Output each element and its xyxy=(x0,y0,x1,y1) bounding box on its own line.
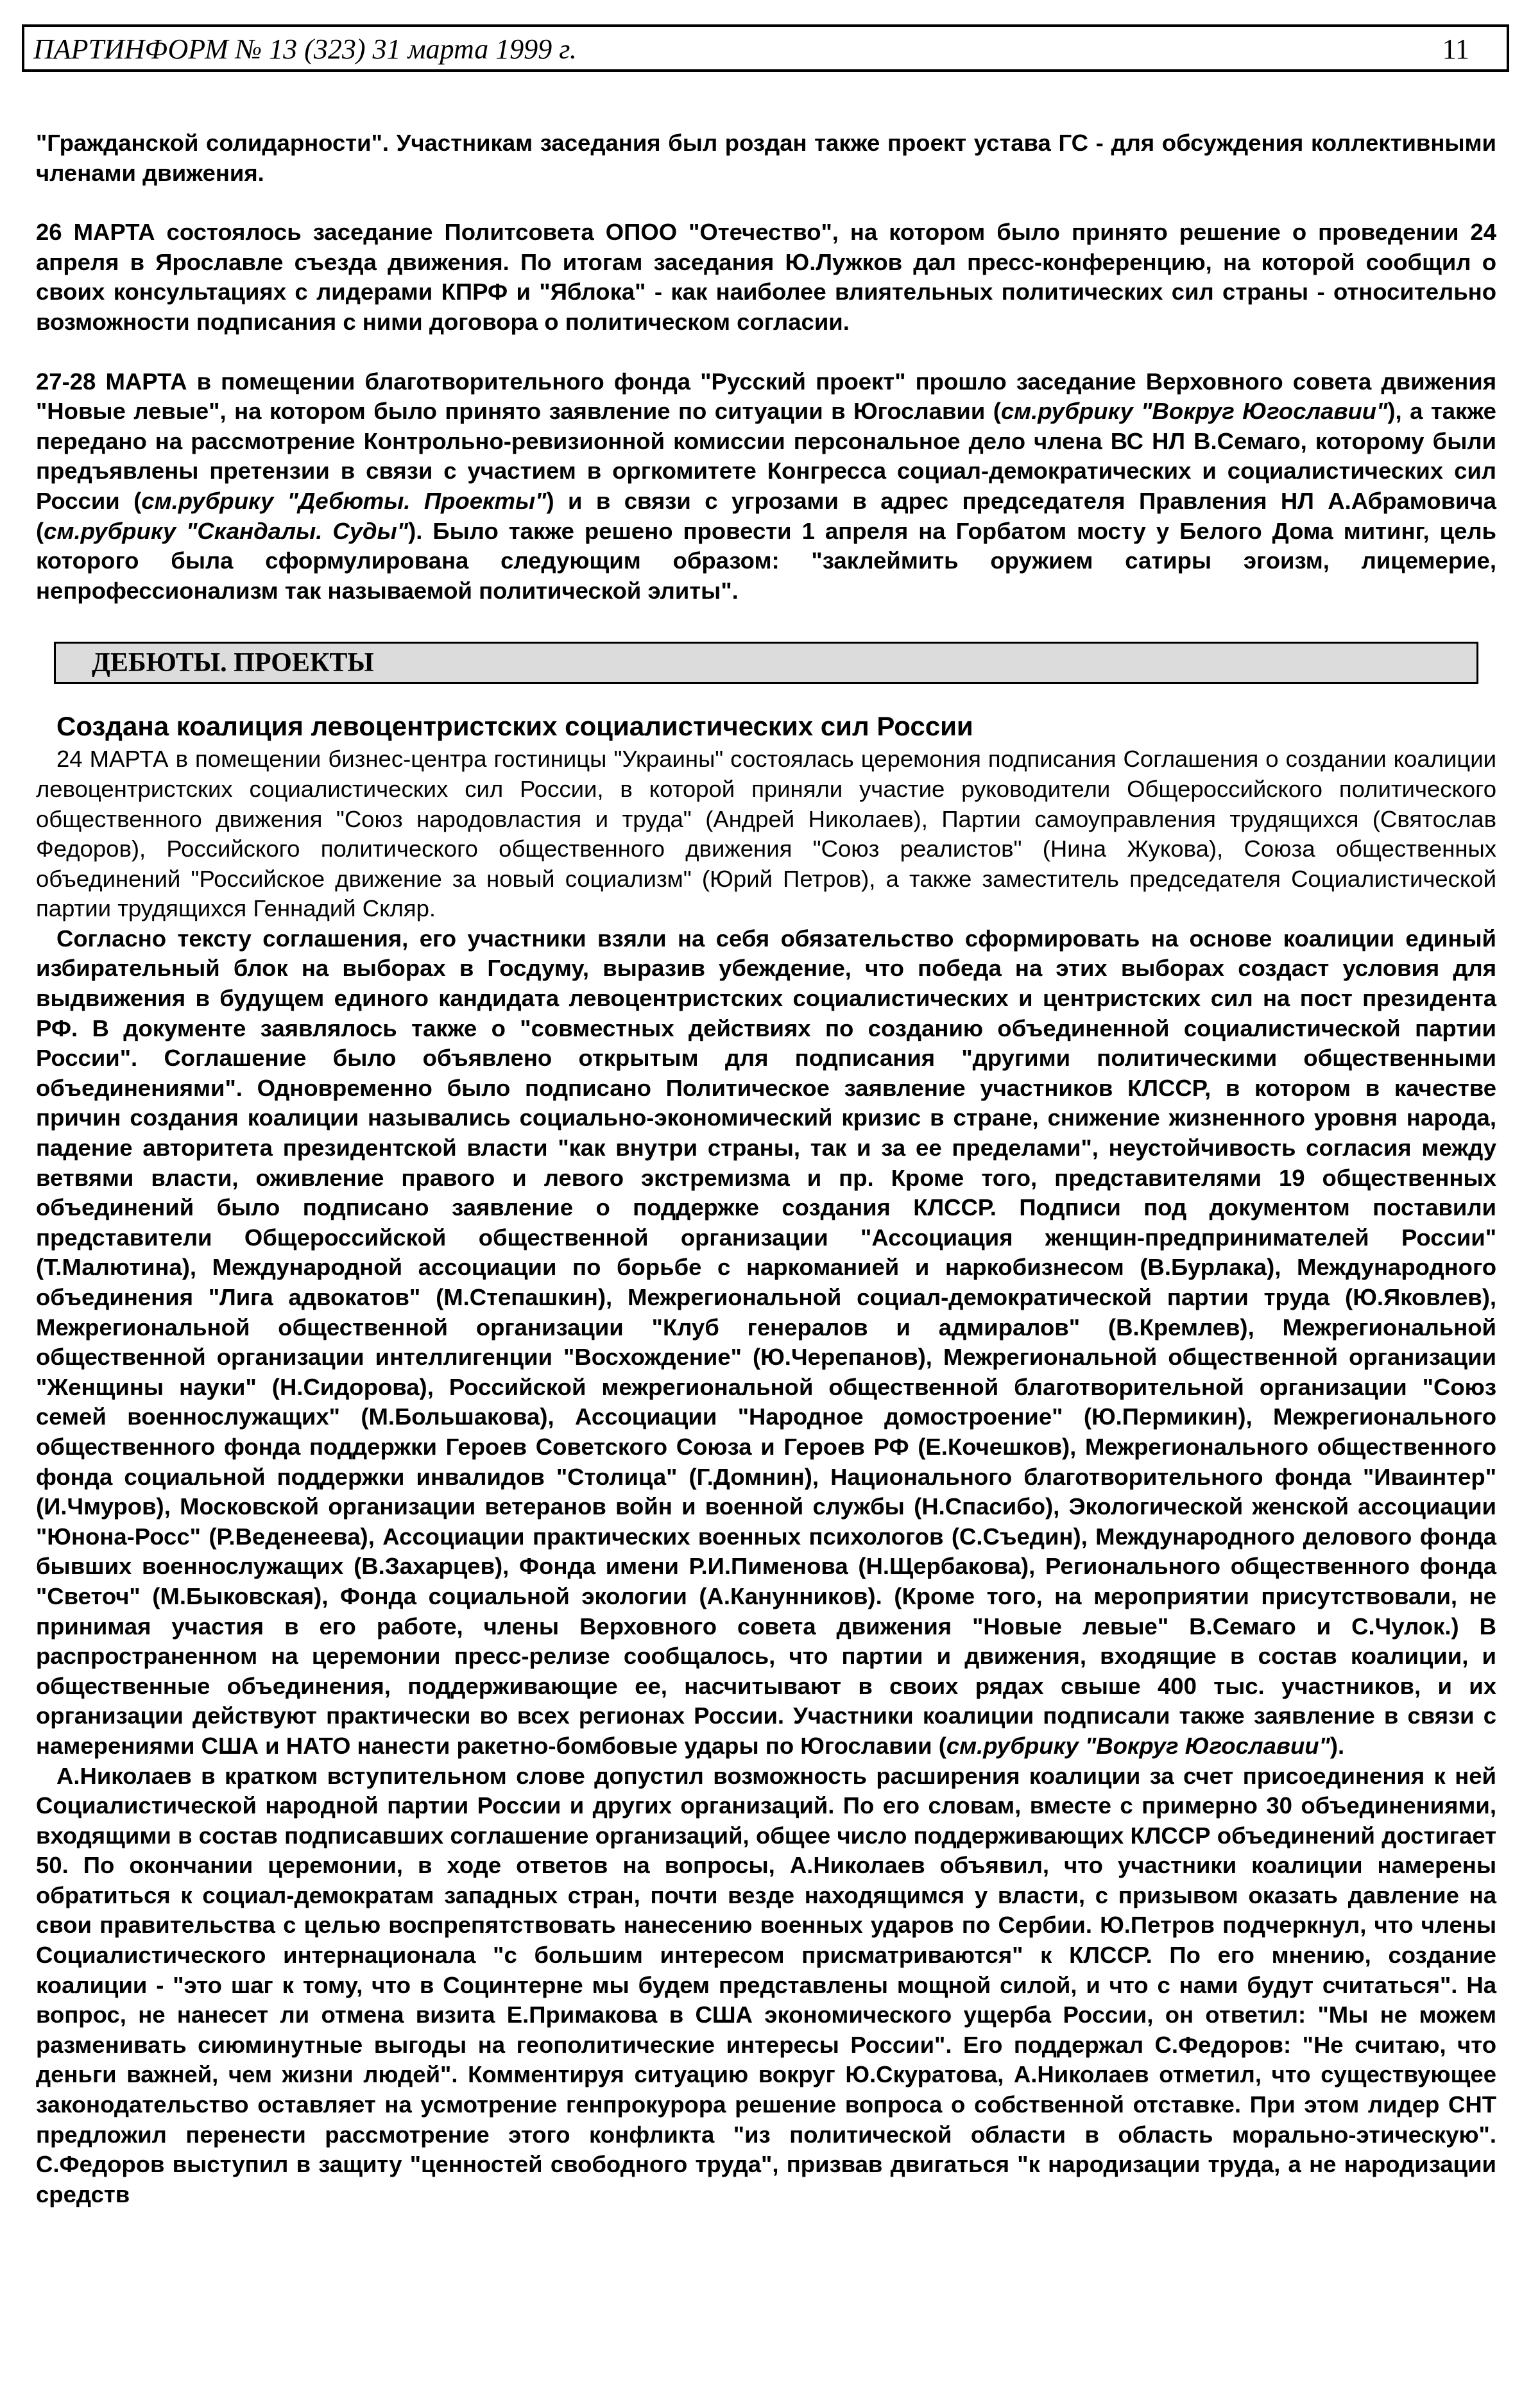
article-body-1-text: Согласно тексту соглашения, его участники взяли на себя обязательство сформировать на основе коалиции единый избирательный блок на выборах в Госдуму, выразив убеждение, что победа на этих выборах создаст условия для выдвижения в будущем единого кандидата левоцентристских социалистических и центристских сил на пост президента РФ. В документе заявлялось также о "совместных действиях по созданию объединенной социалистической партии России". Соглашение было объявлено открытым для подписания "другими политическими общественными объединениями". Одновременно было подписано Политическое заявление участников КЛССР, в котором в качестве причин создания коалиции назывались социально-экономический кризис в стране, снижение жизненного уровня народа, падение авторитета президентской власти "как внутри страны, так и за ее пределами", неустойчивость согласия между ветвями власти, оживление правого и левого экстремизма и пр. Кроме того, представителями 19 общественных объединений было подписано заявление о поддержке создания КЛССР. Подписи под документом поставили представители Общероссийской общественной организации "Ассоциация женщин-предпринимателей России" (Т.Малютина), Международной ассоциации по борьбе с наркоманией и наркобизнесом (В.Бурлака), Международного объединения "Лига адвокатов" (М.Степашкин), Межрегиональной социал-демократической партии труда (Ю.Яковлев), Межрегиональной общественной организации "Клуб генералов и адмиралов" (В.Кремлев), Межрегиональной общественной организации интеллигенции "Восхождение" (Ю.Черепанов), Межрегиональной общественной организации "Женщины науки" (Н.Сидорова), Российской межрегиональной общественной благотворительной организации "Союз семей военнослужащих" (М.Большакова), Ассоциации "Народное домостроение" (Ю.Пермикин), Межрегионального общественного фонда поддержки Героев Советского Союза и Героев РФ (Е.Кочешков), Межрегионального общественного фонда социальной поддержки инвалидов "Столица" (Г.Домнин), Национального благотворительного фонда "Иваинтер" (И.Чмуров), Московской организации ветеранов войн и военной службы (Н.Спасибо), Экологической женской ассоциации "Юнона-Росс" (Р.Веденеева), Ассоциации практических военных психологов (С.Съедин), Международного делового фонда бывших военнослужащих (В.Захарцев), Фонда имени Р.И.Пименова (Н.Щербакова), Регионального общественного фонда "Светоч" (М.Быковская), Фонда социальной экологии (А.Канунников). (Кроме того, на мероприятии присутствовали, не принимая участия в его работе, члены Верховного совета движения "Новые левые" В.Семаго и С.Чулок.) В распространенном на церемонии пресс-релизе сообщалось, что партии и движения, входящие в состав коалиции, и общественные объединения, поддерживающие ее, насчитывают в своих рядах свыше 400 тыс. участников, и их организации действуют практически во всех регионах России. Участники коалиции подписали также заявление в связи с намерениями США и НАТО нанести ракетно-бомбовые удары по Югославии ( xyxy=(36,925,1496,1759)
page-content xyxy=(36,128,1496,2209)
intro-p3-text-c: ) и в связи с угрозами в адрес председателя Правления НЛ А.Абрамовича ( xyxy=(36,487,1496,544)
section-heading: ДЕБЮТЫ. ПРОЕКТЫ xyxy=(54,642,1478,684)
rubric-reference: см.рубрику "Вокруг Югославии" xyxy=(946,1732,1330,1759)
rubric-reference: см.рубрику "Скандалы. Суды" xyxy=(44,517,409,544)
rubric-reference: см.рубрику "Вокруг Югославии" xyxy=(1000,398,1388,425)
publication-title: ПАРТИНФОРМ № 13 (323) 31 марта 1999 г. xyxy=(33,33,577,65)
intro-p3-text-a: 27-28 МАРТА в помещении благотворительного фонда "Русский проект" прошло заседание Верховного совета движения "Новые левые", на котором было принято заявление по ситуации в Югославии ( xyxy=(36,368,1496,425)
article-body-1-end: ). xyxy=(1330,1732,1345,1759)
intro-paragraph-2: 26 МАРТА состоялось заседание Политсовета ОПОО "Отечество", на котором было принято решение о проведении 24 апреля в Ярославле съезда движения. По итогам заседания Ю.Лужков дал пресс-конференцию, на которой сообщил о своих консультациях с лидерами КПРФ и "Яблока" - как наиболее влиятельных политических сил страны - относительно возможности подписания с ними договора о политическом согласии. xyxy=(36,219,1496,335)
intro-p3-text-d: ). Было также решено провести 1 апреля на Горбатом мосту у Белого Дома митинг, цель которого была сформулирована следующим образом: "заклеймить оружием сатиры эгоизм, лицемерие, непрофессионализм так называемой политической элиты". xyxy=(36,517,1496,604)
article-lead-text: 24 МАРТА в помещении бизнес-центра гостиницы "Украины" состоялась церемония подписания Соглашения о создании коалиции левоцентристских социалистических сил России, в которой приняли участие руководители Общероссийского политического общественного движения "Союз народовластия и труда" (Андрей Николаев), Партии самоуправления трудящихся (Святослав Федоров), Российского политического общественного движения "Союз реалистов" (Нина Жукова), Союза общественных объединений "Российское движение за новый социализм" (Юрий Петров), а также заместитель председателя Социалистической партии трудящихся Геннадий Скляр. xyxy=(36,746,1496,922)
article-body-1 xyxy=(36,924,1496,1761)
rubric-reference: см.рубрику "Дебюты. Проекты" xyxy=(141,487,547,514)
intro-paragraph-3 xyxy=(36,367,1496,606)
intro-paragraph-1: "Гражданской солидарности". Участникам заседания был роздан также проект устава ГС - для обсуждения коллективными членами движения. xyxy=(36,130,1496,186)
article-title: Создана коалиция левоцентристских социалистических сил России xyxy=(56,711,973,742)
intro-p3-text-b: ), а также передано на рассмотрение Контрольно-ревизионной комиссии персональное дело члена ВС НЛ В.Семаго, которому были предъявлены претензии в связи с участием в оргкомитете Конгресса социал-демократических и социалистических сил России ( xyxy=(36,398,1496,514)
page-number: 11 xyxy=(1442,33,1469,65)
article-lead xyxy=(36,744,1496,924)
article-body-2: А.Николаев в кратком вступительном слове допустил возможность расширения коалиции за счет присоединения к ней Социалистической народной партии России и других организаций. По его словам, вместе с примерно 30 объединениями, входящими в состав подписавших соглашение организаций, общее число поддерживающих КЛССР объединений достигает 50. По окончании церемонии, в ходе ответов на вопросы, А.Николаев объявил, что участники коалиции намерены обратиться к социал-демократам западных стран, почти везде находящимся у власти, с призывом оказать давление на свои правительства с целью воспрепятствовать нанесению военных ударов по Сербии. Ю.Петров подчеркнул, что члены Социалистического интернационала "с большим интересом присматриваются" к КЛССР. По его мнению, создание коалиции - "это шаг к тому, что в Социнтерне мы будем представлены мощной силой, и что с нами будут считаться". На вопрос, не нанесет ли отмена визита Е.Примакова в США экономического ущерба России, он ответил: "Мы не можем разменивать сиюминутные выгоды на геополитические интересы России". Его поддержал С.Федоров: "Не считаю, что деньги важней, чем жизни людей". Комментируя ситуацию вокруг Ю.Скуратова, А.Николаев отметил, что существующее законодательство оставляет на усмотрение генпрокурора решение вопроса о собственной отставке. При этом лидер СНТ предложил перенести рассмотрение этого конфликта "из политической области в область морально-этическую". С.Федоров выступил в защиту "ценностей свободного труда", призвав двигаться "к народизации труда, а не народизации средств xyxy=(36,1762,1496,2207)
page-header xyxy=(22,24,1509,72)
